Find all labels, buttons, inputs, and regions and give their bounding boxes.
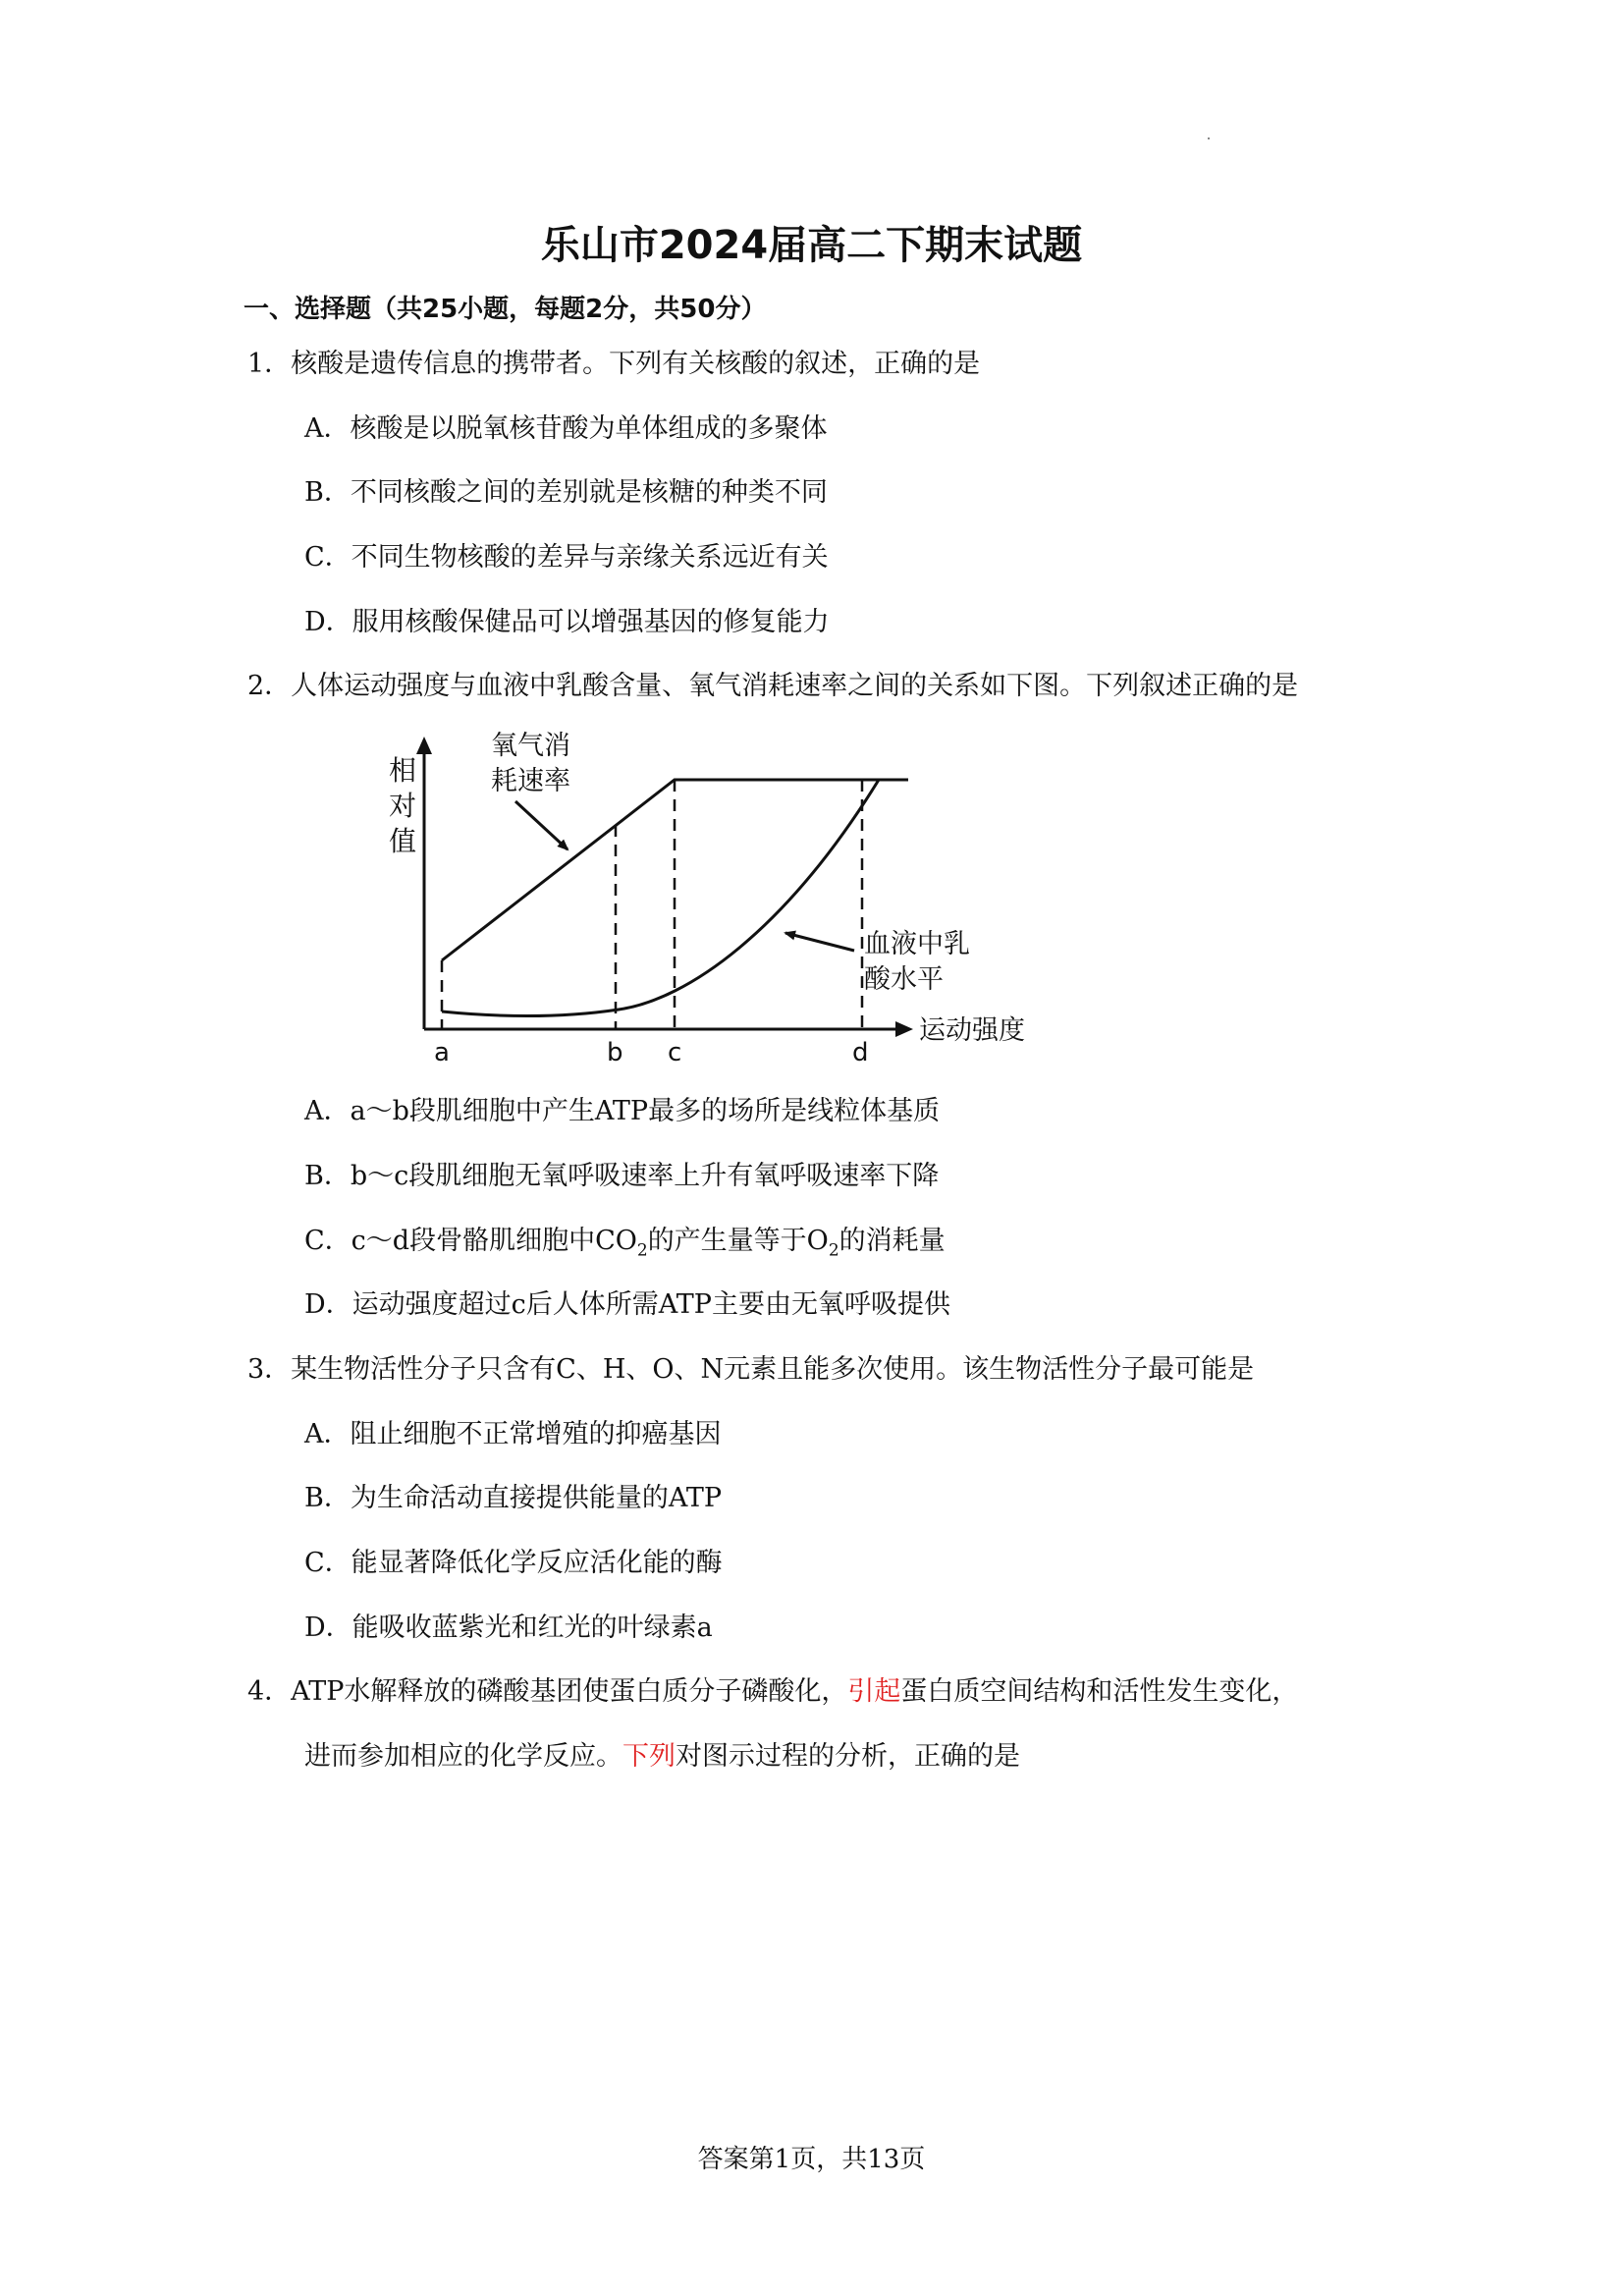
label-oxygen-line1: 氧气消 <box>491 731 570 761</box>
q2-option-d: D．运动强度超过c后人体所需ATP主要由无氧呼吸提供 <box>304 1289 950 1320</box>
q2-option-c-pre: C．c～d段骨骼肌细胞中CO <box>304 1226 637 1256</box>
y-label-1: 相 <box>389 754 417 787</box>
q1-stem: 1．核酸是遗传信息的携带者。下列有关核酸的叙述，正确的是 <box>247 349 981 379</box>
q4-line2 <box>304 1734 1020 1773</box>
label-lactate-line2: 酸水平 <box>864 964 944 995</box>
q4-line2-b: 对图示过程的分析，正确的是 <box>676 1741 1020 1772</box>
q4-line2-a: 进而参加相应的化学反应。 <box>304 1741 622 1772</box>
label-lactate-line1: 血液中乳 <box>864 929 970 959</box>
q2-option-b: B．b～c段肌细胞无氧呼吸速率上升有氧呼吸速率下降 <box>304 1161 940 1191</box>
label-oxygen-line2: 耗速率 <box>491 766 570 796</box>
q3-option-a: A．阻止细胞不正常增殖的抑癌基因 <box>304 1419 722 1449</box>
q2-option-a: A．a～b段肌细胞中产生ATP最多的场所是线粒体基质 <box>304 1096 941 1126</box>
x-label: 运动强度 <box>919 1015 1025 1046</box>
q2-option-c <box>304 1219 946 1260</box>
q4-line1-highlight: 引起 <box>847 1676 901 1707</box>
page-footer: 答案第1页，共13页 <box>697 2145 926 2174</box>
q3-stem: 3．某生物活性分子只含有C、H、O、N元素且能多次使用。该生物活性分子最可能是 <box>247 1354 1255 1385</box>
tick-d: d <box>852 1038 869 1067</box>
page-title: 乐山市2024届高二下期末试题 <box>540 223 1083 268</box>
exercise-chart <box>353 725 1060 1068</box>
q1-option-a: A．核酸是以脱氧核苷酸为单体组成的多聚体 <box>304 413 828 444</box>
y-axis-arrow <box>416 737 432 754</box>
tick-c: c <box>668 1038 682 1067</box>
y-label-2: 对 <box>389 790 417 822</box>
scan-speck <box>1208 137 1210 139</box>
q1-option-d: D．服用核酸保健品可以增强基因的修复能力 <box>304 607 830 637</box>
q4-line1 <box>247 1669 1298 1708</box>
q1-option-b: B．不同核酸之间的差别就是核糖的种类不同 <box>304 477 828 508</box>
q2-option-c-sub2: 2 <box>828 1240 839 1261</box>
tick-b: b <box>607 1038 623 1067</box>
q4-line1-a: 4．ATP水解释放的磷酸基团使蛋白质分子磷酸化， <box>247 1676 848 1707</box>
q3-option-b: B．为生命活动直接提供能量的ATP <box>304 1483 723 1513</box>
series-blood-lactate <box>442 780 879 1015</box>
q3-option-d: D．能吸收蓝紫光和红光的叶绿素a <box>304 1613 713 1643</box>
q3-option-c: C．能显著降低化学反应活化能的酶 <box>304 1548 723 1578</box>
pointer-lactate <box>785 933 854 951</box>
q2-option-c-post: 的消耗量 <box>839 1226 946 1256</box>
x-axis-arrow <box>895 1021 913 1037</box>
y-label-3: 值 <box>389 825 417 857</box>
tick-a: a <box>434 1038 450 1067</box>
pointer-oxygen <box>515 801 568 849</box>
q2-option-c-mid: 的产生量等于O <box>647 1226 829 1256</box>
q4-line1-b: 蛋白质空间结构和活性发生变化， <box>900 1676 1299 1707</box>
q2-option-c-sub1: 2 <box>636 1240 648 1261</box>
section-heading: 一、选择题（共25小题，每题2分，共50分） <box>243 295 767 324</box>
q4-line2-highlight: 下列 <box>622 1741 676 1772</box>
q2-stem: 2．人体运动强度与血液中乳酸含量、氧气消耗速率之间的关系如下图。下列叙述正确的是 <box>247 671 1299 701</box>
q1-option-c: C．不同生物核酸的差异与亲缘关系远近有关 <box>304 542 829 573</box>
